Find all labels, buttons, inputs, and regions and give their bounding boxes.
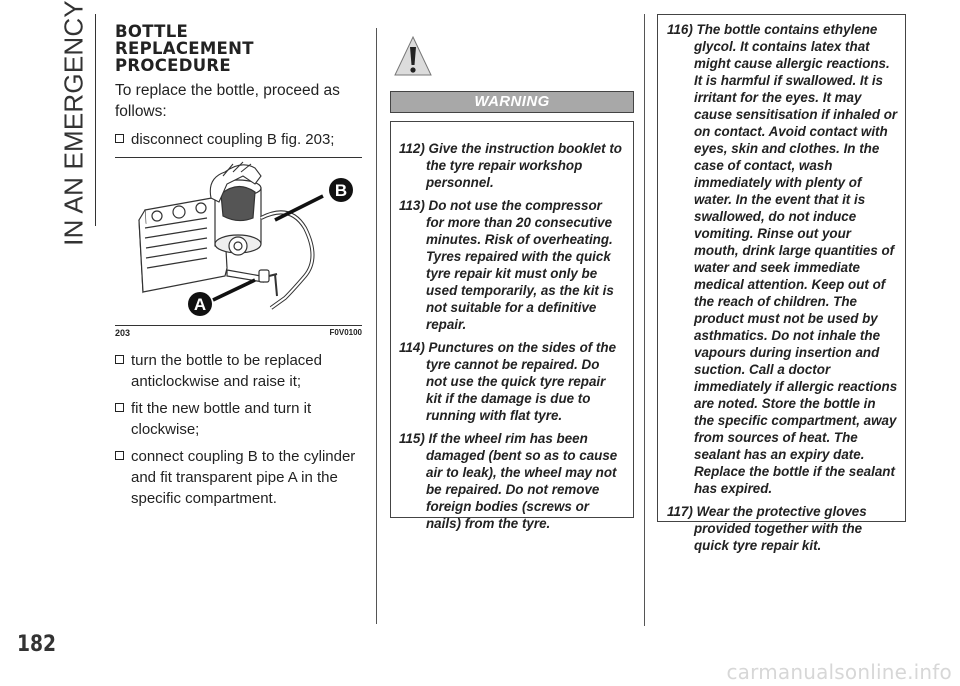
warning-note: 117) Wear the protective gloves provided together with the quick tyre repair kit. bbox=[667, 504, 867, 553]
page-number: 182 bbox=[17, 632, 57, 657]
figure-number: 203 bbox=[115, 328, 131, 338]
warning-header: WARNING bbox=[390, 91, 634, 113]
figure-203 bbox=[115, 157, 362, 340]
procedure-step bbox=[115, 446, 370, 509]
side-title-rule bbox=[95, 14, 96, 226]
warning-box-right bbox=[657, 14, 906, 553]
step-text: connect coupling B to the cylinder and fit transparent pipe A in the specific compartment. bbox=[131, 448, 356, 507]
step-text: fit the new bottle and turn it clockwise; bbox=[131, 400, 312, 438]
step-text: disconnect coupling B fig. 203; bbox=[131, 131, 335, 148]
checkbox-bullet-icon bbox=[115, 403, 124, 412]
warning-box-left bbox=[390, 121, 634, 531]
checkbox-bullet-icon bbox=[115, 134, 124, 143]
warning-note: 114) Punctures on the sides of the tyre cannot be repaired. Do not use the quick tyre repair kit if the damage is due to running with flat tyre. bbox=[399, 340, 617, 423]
procedure-step bbox=[115, 350, 370, 392]
watermark: carmanualsonline.info bbox=[726, 660, 952, 684]
section-title: BOTTLE REPLACEMENT PROCEDURE bbox=[115, 22, 254, 75]
procedure-column bbox=[115, 23, 370, 156]
compressor-kit-illustration bbox=[115, 158, 362, 326]
warning-note: 115) If the wheel rim has been damaged (bent so as to cause air to leak), the wheel may not be repaired. Do not remove foreign bodies (screws or nails) from the tyre. bbox=[399, 431, 618, 531]
step-text: turn the bottle to be replaced anticlockwise and raise it; bbox=[131, 352, 322, 390]
figure-code: F0V0100 bbox=[329, 328, 362, 337]
warning-note: 116) The bottle contains ethylene glycol. It contains latex that might cause allergic reactions. It is harmful if swallowed. It is irritant for the eyes. It may cause sensitisation if inhaled or on contact. Avoid contact with eyes, skin and clothes. In the case of contact, wash immediately with plenty of water. In the event that it is swallowed, do not induce vomiting. Rinse out your mouth, drink large quantities of water and seek immediate medical attention. Keep out of the reach of children. The product must not be used by asthmatics. Do not inhale the vapours during insertion and suction. Call a doctor immediately if allergic reactions are noted. Store the bottle in the specific compartment, away from sources of heat. The sealant has an expiry date. Replace the bottle if the sealant has expired. bbox=[667, 22, 898, 496]
checkbox-bullet-icon bbox=[115, 355, 124, 364]
compressor-body bbox=[139, 196, 227, 292]
callout-a: A bbox=[193, 295, 207, 314]
figure-bottom-rule bbox=[115, 325, 362, 326]
checkbox-bullet-icon bbox=[115, 451, 124, 460]
procedure-steps-continued bbox=[115, 350, 370, 515]
side-section-title bbox=[58, 0, 90, 246]
procedure-step bbox=[115, 398, 370, 440]
column-divider-1 bbox=[376, 28, 377, 624]
procedure-step bbox=[115, 129, 370, 150]
procedure-intro: To replace the bottle, proceed as follows: bbox=[115, 82, 340, 120]
side-section-title-text: IN AN EMERGENCY bbox=[58, 0, 89, 246]
column-divider-2 bbox=[644, 14, 645, 626]
warning-note: 113) Do not use the compressor for more than 20 consecutive minutes. Risk of overheating. Tyres repaired with the quick tyre repair kit must only be used temporarily, as the kit is not suitable for a definitive repair. bbox=[399, 198, 614, 332]
callout-b: B bbox=[334, 181, 348, 200]
warning-note: 112) Give the instruction booklet to the tyre repair workshop personnel. bbox=[399, 141, 622, 190]
exclamation-triangle-icon bbox=[393, 35, 433, 87]
